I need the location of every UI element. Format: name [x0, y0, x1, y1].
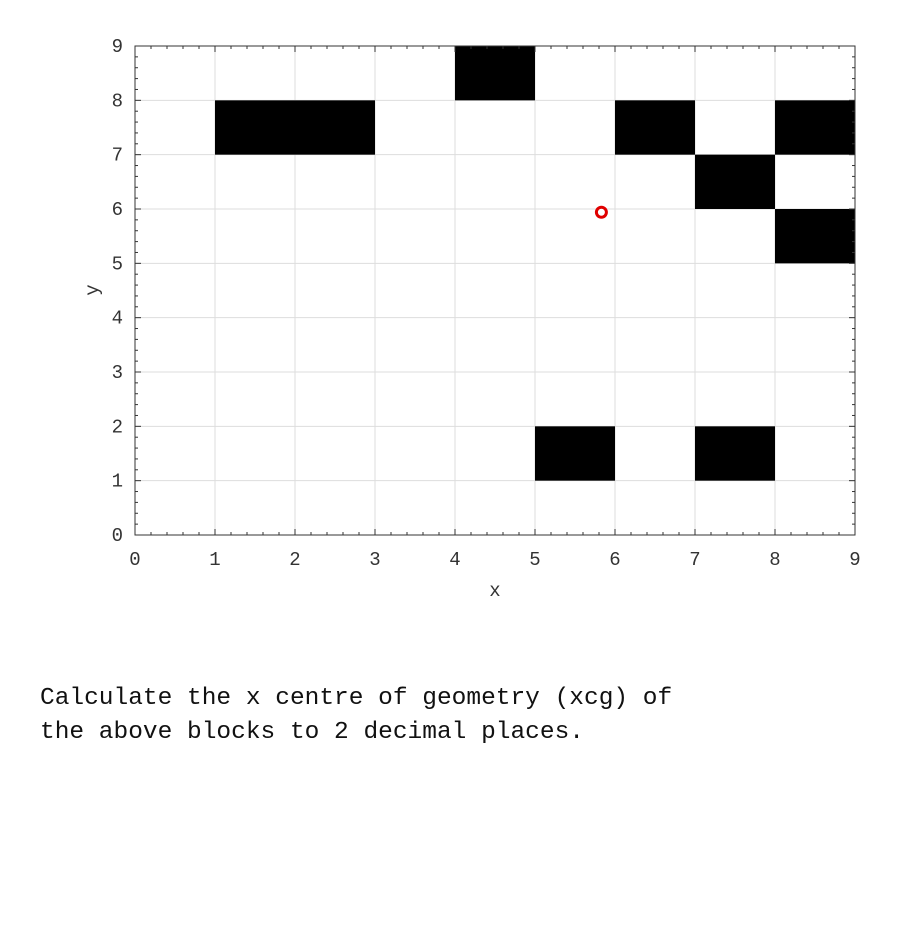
- x-axis-label: x: [489, 580, 501, 602]
- block: [215, 100, 375, 154]
- y-tick-label: 7: [111, 144, 123, 167]
- x-tick-label: 0: [129, 549, 141, 571]
- x-tick-label: 7: [689, 549, 701, 571]
- block: [695, 426, 775, 480]
- x-tick-label: 8: [769, 549, 781, 571]
- y-tick-label: 5: [111, 253, 123, 276]
- block: [775, 209, 855, 263]
- centroid-marker: [596, 207, 606, 217]
- block: [615, 100, 695, 154]
- y-tick-label: 9: [111, 36, 123, 58]
- block: [535, 426, 615, 480]
- y-tick-label: 2: [111, 416, 123, 439]
- y-tick-label: 1: [111, 470, 123, 493]
- x-tick-labels: [129, 549, 860, 571]
- x-tick-label: 1: [209, 549, 221, 571]
- y-tick-label: 4: [111, 307, 123, 330]
- block: [455, 46, 535, 100]
- y-tick-label: 8: [111, 90, 123, 113]
- y-tick-labels: [112, 36, 123, 547]
- x-tick-label: 3: [369, 549, 381, 571]
- y-axis-label: y: [82, 284, 104, 296]
- x-tick-label: 5: [529, 549, 541, 571]
- x-tick-label: 2: [289, 549, 301, 571]
- y-tick-label: 3: [111, 362, 123, 384]
- block: [775, 100, 855, 154]
- centroid-marker-group: [596, 207, 606, 217]
- x-tick-label: 6: [609, 549, 621, 571]
- y-tick-label: 6: [111, 199, 123, 221]
- x-tick-label: 4: [449, 549, 461, 571]
- x-tick-label: 9: [849, 549, 861, 571]
- y-tick-label: 0: [111, 525, 123, 547]
- question-text: Calculate the x centre of geometry (xcg) of the above blocks to 2 decimal places.: [40, 685, 673, 746]
- block: [695, 155, 775, 209]
